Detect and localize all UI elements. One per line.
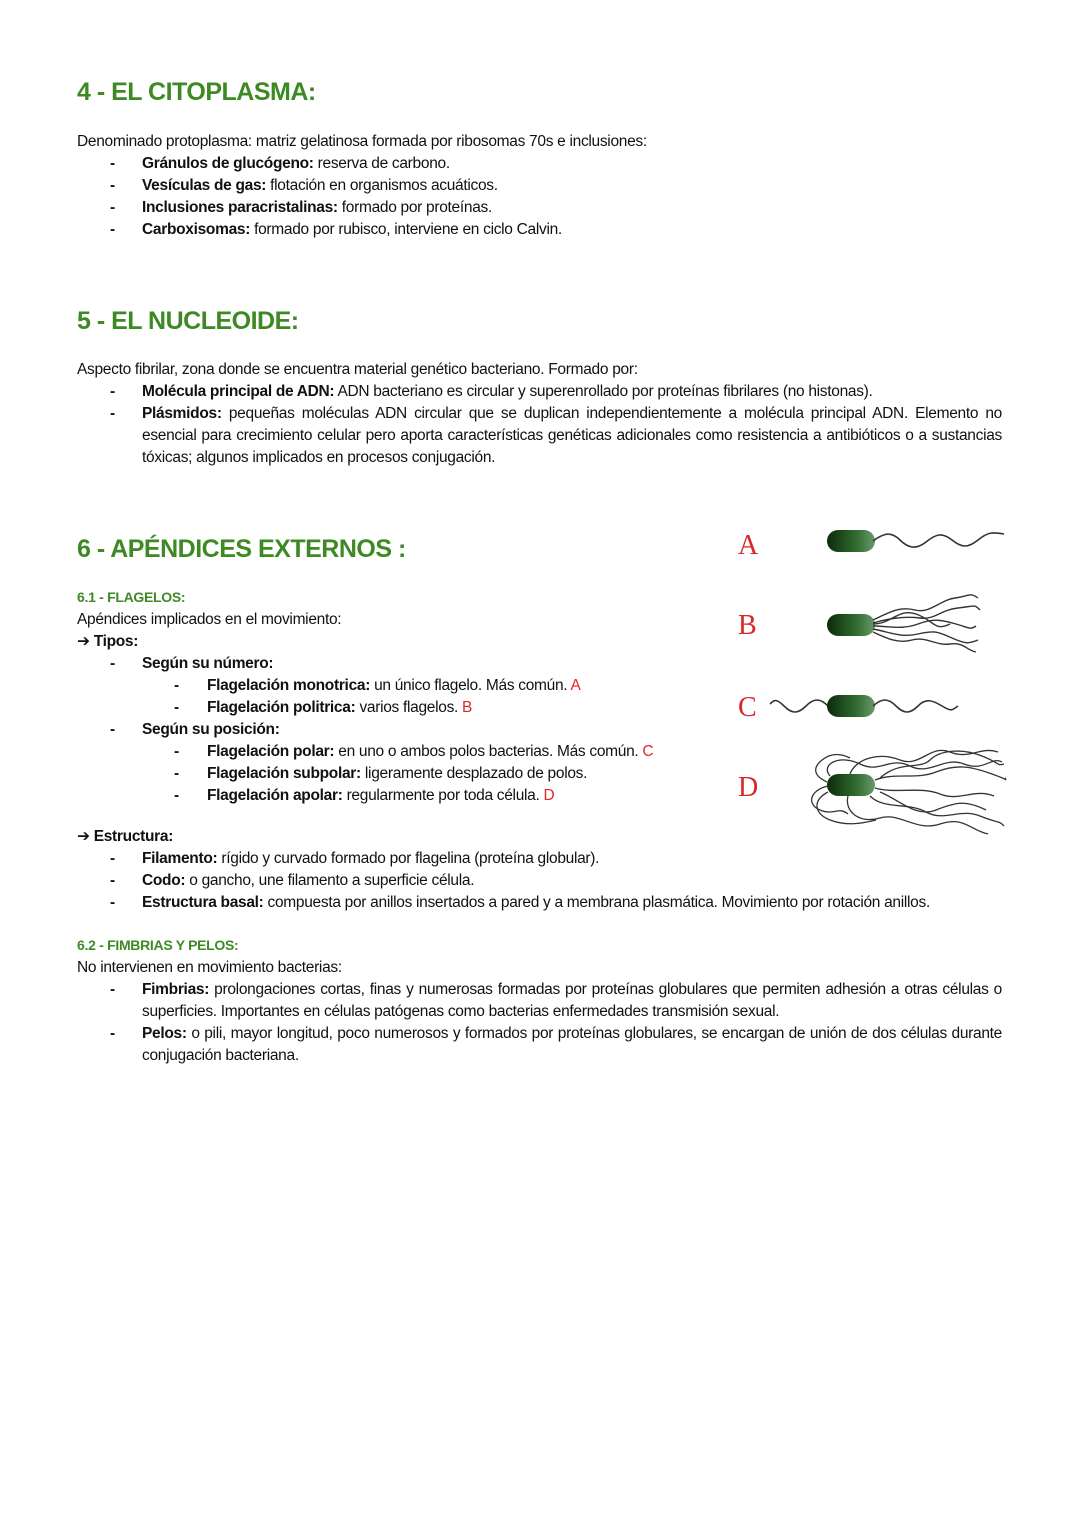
section-5-list bbox=[77, 381, 1002, 469]
list-item: - Flagelación monotrica: un único flagelo. Más común. A bbox=[174, 677, 581, 694]
fimbrias-list bbox=[77, 979, 1002, 1067]
list-item: - Codo: o gancho, une filamento a superficie célula. bbox=[110, 872, 475, 889]
section-4-intro: Denominado protoplasma: matriz gelatinosa formada por ribosomas 70s e inclusiones: bbox=[77, 133, 647, 150]
flagellum-c-right bbox=[873, 700, 958, 712]
figure-label-b: B bbox=[738, 610, 757, 641]
cell-c bbox=[827, 695, 875, 717]
list-item: - Filamento: rígido y curvado formado por flagelina (proteína globular). bbox=[110, 850, 600, 867]
estructura-label: ➔ Estructura: bbox=[77, 828, 174, 845]
section-5-intro: Aspecto fibrilar, zona donde se encuentra material genético bacteriano. Formado por: bbox=[77, 361, 638, 378]
flagella-b bbox=[873, 595, 980, 652]
tipos-label: ➔ Tipos: bbox=[77, 633, 139, 650]
figure-label-a: A bbox=[738, 530, 759, 561]
list-item: - Según su número: bbox=[110, 655, 274, 672]
list-item: - Flagelación polar: en uno o ambos polos bacterias. Más común. C bbox=[174, 743, 654, 760]
estructura-list bbox=[77, 848, 1002, 914]
fimbrias-intro: No intervienen en movimiento bacterias: bbox=[77, 959, 342, 976]
list-item: - Molécula principal de ADN: ADN bacteriano es circular y superenrollado por proteínas fibrilares (no histonas). bbox=[110, 383, 873, 400]
list-item: - Flagelación subpolar: ligeramente desplazado de polos. bbox=[174, 765, 588, 782]
list-item: - Según su posición: bbox=[110, 721, 280, 738]
flagellum-c-left bbox=[770, 700, 828, 712]
list-item: - Gránulos de glucógeno: reserva de carbono. bbox=[110, 155, 450, 172]
flagelos-intro: Apéndices implicados en el movimiento: bbox=[77, 611, 342, 628]
list-item: - Estructura basal: compuesta por anillos insertados a pared y a membrana plasmática. Movimiento por rotación anillos. bbox=[110, 894, 930, 911]
flagelos-title: 6.1 - FLAGELOS: bbox=[77, 589, 186, 605]
flagellum-a bbox=[873, 533, 1004, 547]
section-6-title: 6 - APÉNDICES EXTERNOS : bbox=[77, 535, 406, 563]
list-item: - Flagelación politrica: varios flagelos. B bbox=[174, 699, 473, 716]
list-item: - Flagelación apolar: regularmente por toda célula. D bbox=[174, 787, 555, 804]
figure-label-c: C bbox=[738, 692, 757, 723]
cell-a bbox=[827, 530, 875, 552]
cell-d bbox=[827, 774, 875, 796]
list-item: - Fimbrias: prolongaciones cortas, finas y numerosas formadas por proteínas globulares que permiten adhesión a otras células o superficies. Importantes en células patógenas como bacterias enfermedades transmisión sexual. bbox=[110, 981, 1002, 1020]
cell-b bbox=[827, 614, 875, 636]
flagella-diagram bbox=[730, 520, 1020, 840]
list-item: - Pelos: o pili, mayor longitud, poco numerosos y formados por proteínas globulares, se encargan de unión de dos células durante conjugación bacteriana. bbox=[110, 1025, 1002, 1064]
fimbrias-title: 6.2 - FIMBRIAS Y PELOS: bbox=[77, 937, 239, 953]
list-item: - Carboxisomas: formado por rubisco, interviene en ciclo Calvin. bbox=[110, 221, 562, 238]
list-item: - Plásmidos: pequeñas moléculas ADN circular que se duplican independientemente a molécula principal ADN. Elemento no esencial para crecimiento celular pero aporta características genéticas adicionales como resistencia a antibióticos o a sustancias tóxicas; algunos implicados en procesos conjugación. bbox=[110, 405, 1002, 466]
list-item: - Inclusiones paracristalinas: formado por proteínas. bbox=[110, 199, 492, 216]
section-5-title: 5 - EL NUCLEOIDE: bbox=[77, 307, 299, 335]
figure-label-d: D bbox=[738, 772, 759, 803]
flagella-figure bbox=[730, 520, 1020, 840]
list-item: - Vesículas de gas: flotación en organismos acuáticos. bbox=[110, 177, 498, 194]
section-4-title: 4 - EL CITOPLASMA: bbox=[77, 78, 316, 106]
section-4-list bbox=[77, 153, 1002, 241]
